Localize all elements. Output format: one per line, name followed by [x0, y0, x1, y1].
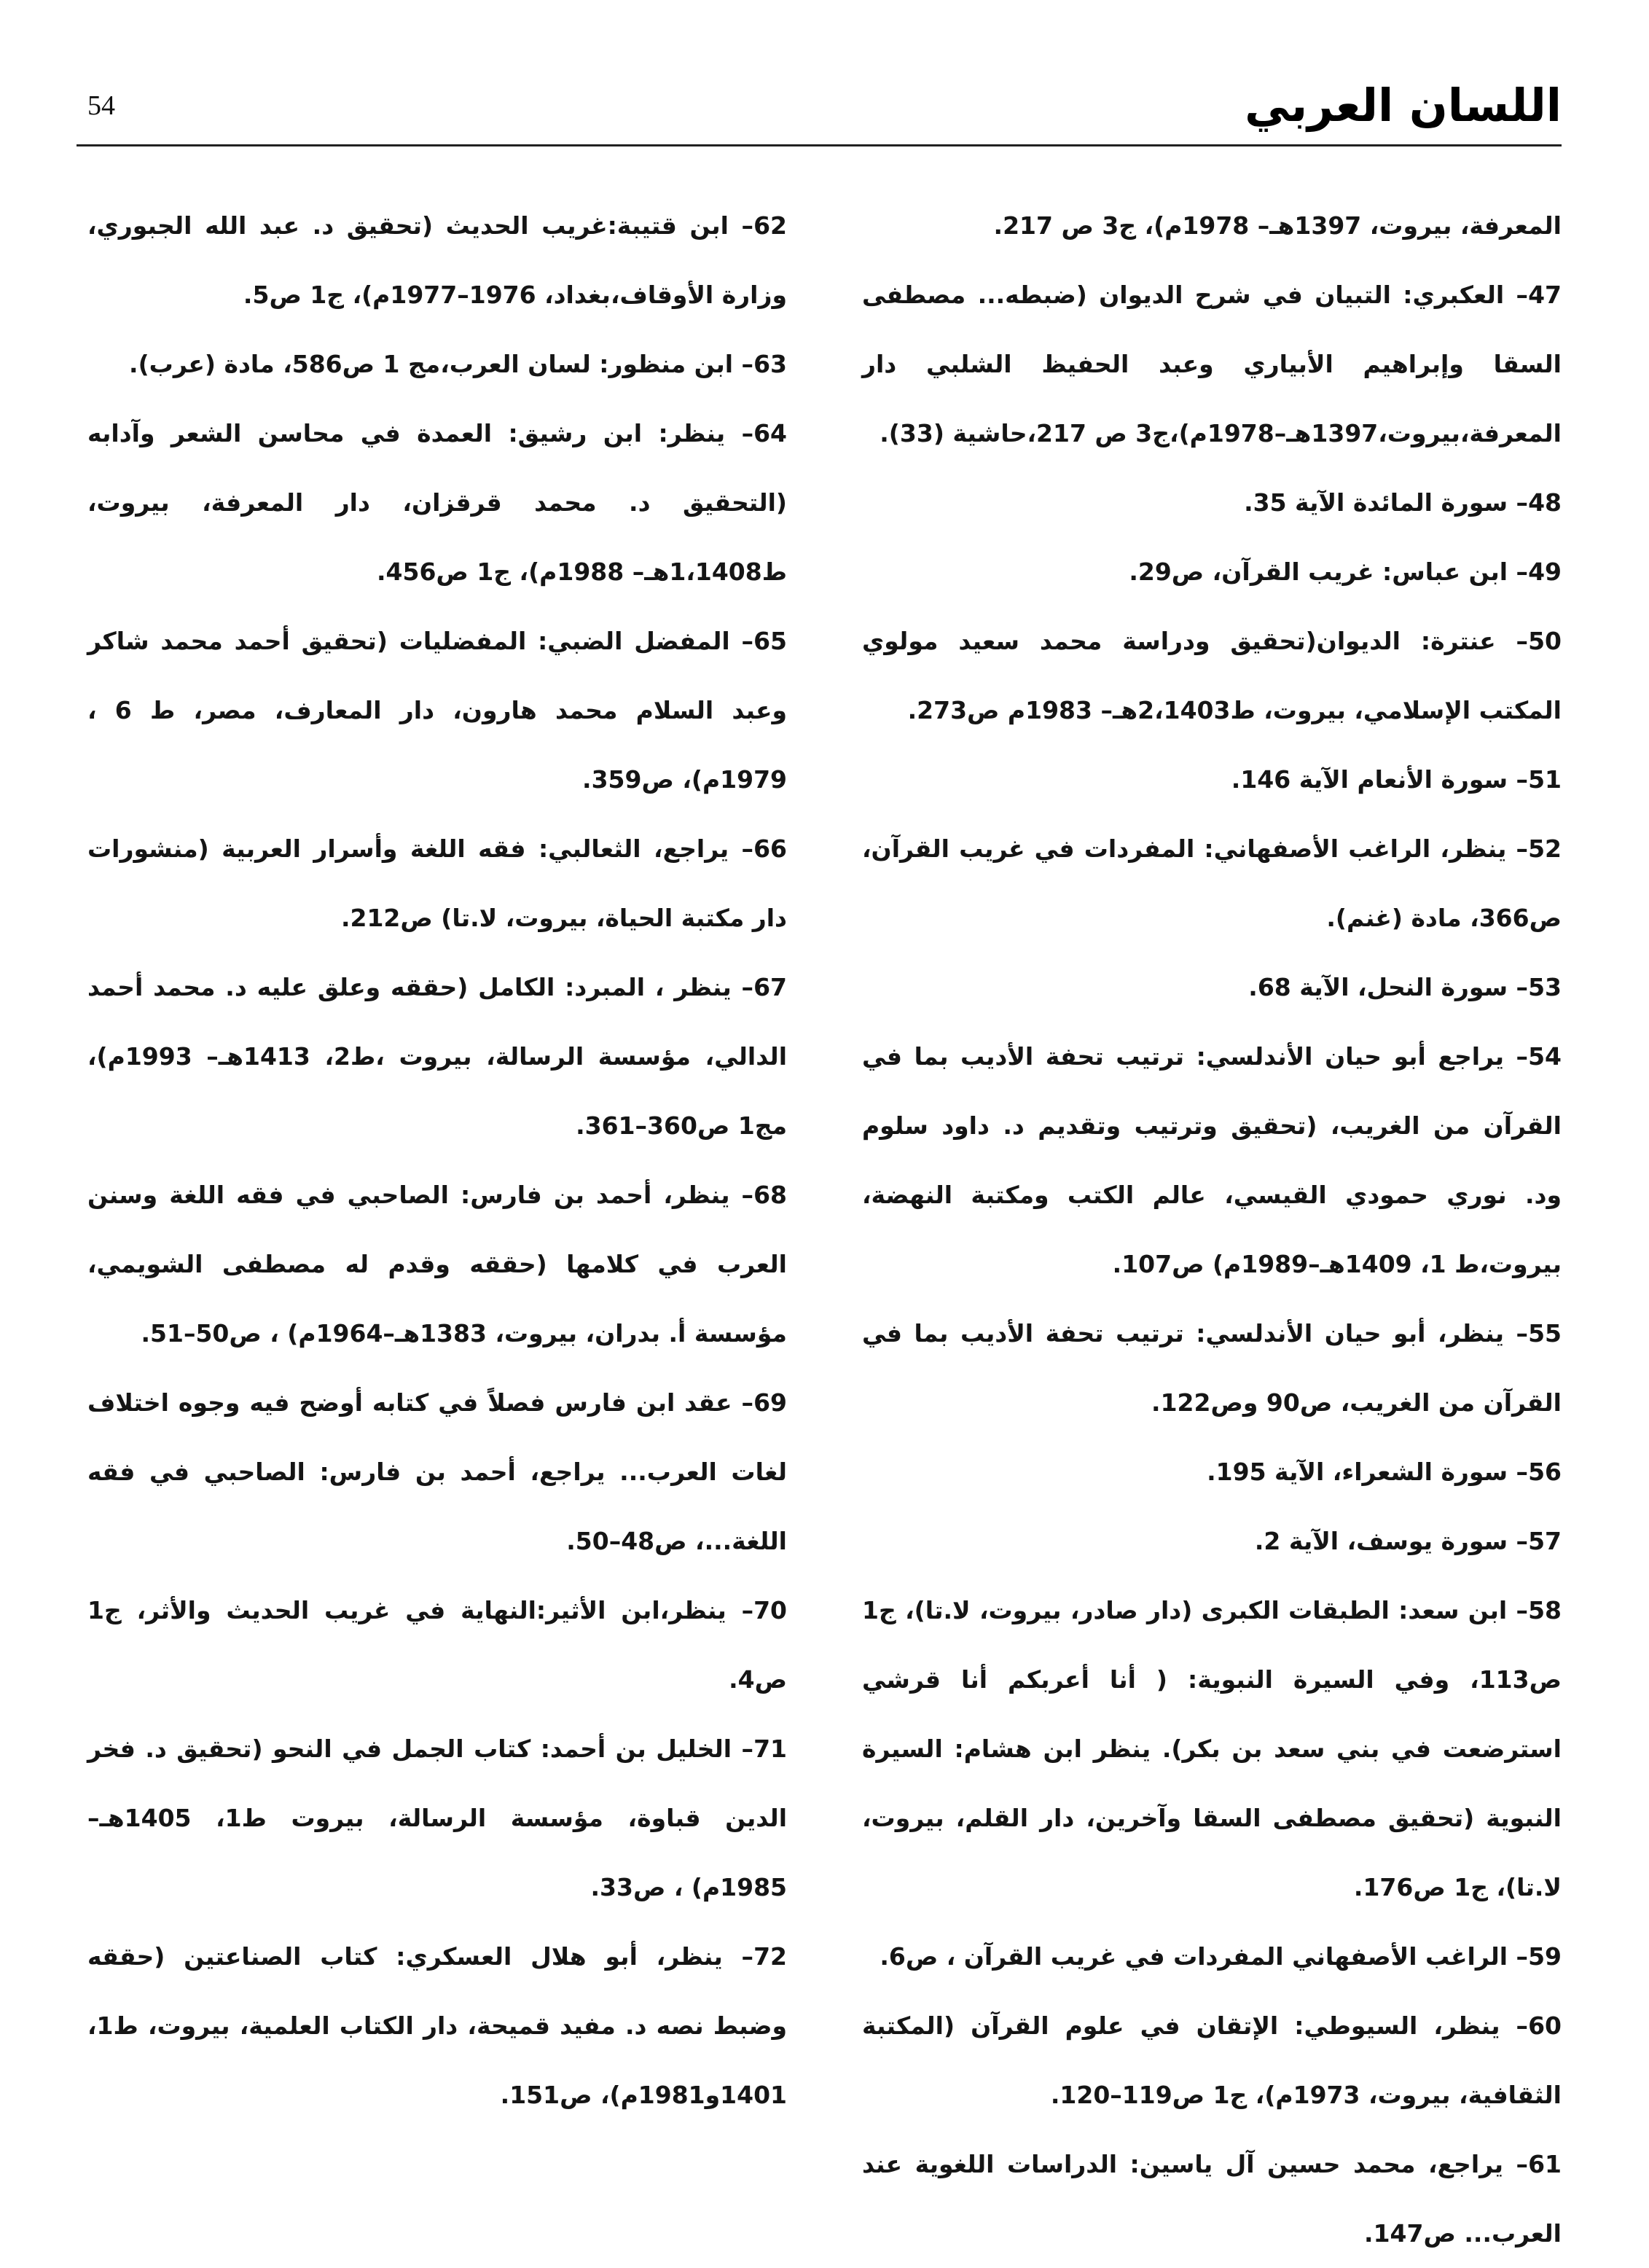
footnote-56: 56– سورة الشعراء، الآية 195. — [1207, 1458, 1562, 1486]
page-number: 54 — [87, 90, 115, 121]
footnote-69: 69– عقد ابن فارس فصلاً في كتابه أوضح فيه وجوه اختلاف لغات العرب... يراجع، أحمد بن فارس: الصاحبي في فقه اللغة...، ص48–50. — [87, 1388, 787, 1555]
footnote-46-continued: المعرفة، بيروت، 1397هـ– 1978م)، ج3 ص 217. — [993, 211, 1562, 240]
journal-logo: اللسان العربي — [1245, 79, 1562, 132]
footnote-66: 66– يراجع، الثعالبي: فقه اللغة وأسرار العربية (منشورات دار مكتبة الحياة، بيروت، لا.تا) ص212. — [87, 834, 787, 932]
footnote-55: 55– ينظر، أبو حيان الأندلسي: ترتيب تحفة الأديب بما في القرآن من الغريب، ص90 وص122. — [862, 1319, 1562, 1417]
footnote-61: 61– يراجع، محمد حسين آل ياسين: الدراسات اللغوية عند العرب... ص147. — [862, 2150, 1562, 2248]
footnote-50: 50– عنترة: الديوان(تحقيق ودراسة محمد سعيد مولوي المكتب الإسلامي، بيروت، ط2،1403هـ– 1983م ص273. — [862, 627, 1562, 724]
footnote-57: 57– سورة يوسف، الآية 2. — [1254, 1527, 1562, 1555]
footnote-63: 63– ابن منظور: لسان العرب،مج 1 ص586، مادة (عرب). — [129, 350, 787, 378]
footnote-53: 53– سورة النحل، الآية 68. — [1248, 973, 1562, 1001]
footnotes-right-column — [862, 191, 1562, 2268]
footnote-54: 54– يراجع أبو حيان الأندلسي: ترتيب تحفة الأديب بما في القرآن من الغريب، (تحقيق وترتيب وتقديم د. داود سلوم ود. نوري حمودي القيسي، عالم الكتب ومكتبة النهضة، بيروت،ط 1، 1409هـ–1989م) ص107. — [862, 1042, 1562, 1278]
page-header — [77, 77, 1562, 142]
footnote-62: 62– ابن قتيبة:غريب الحديث (تحقيق د. عبد الله الجبوري، وزارة الأوقاف،بغداد، 1976–1977م)، ج1 ص5. — [87, 211, 787, 309]
footnote-65: 65– المفضل الضبي: المفضليات (تحقيق أحمد محمد شاكر وعبد السلام محمد هارون، دار المعارف، مصر، ط 6 ، 1979م)، ص359. — [87, 627, 787, 794]
footnote-60: 60– ينظر، السيوطي: الإتقان في علوم القرآن (المكتبة الثقافية، بيروت، 1973م)، ج1 ص119–120. — [862, 2011, 1562, 2109]
footnote-48: 48– سورة المائدة الآية 35. — [1244, 488, 1562, 517]
footnote-52: 52– ينظر، الراغب الأصفهاني: المفردات في غريب القرآن، ص366، مادة (غنم). — [862, 834, 1562, 932]
footnote-67: 67– ينظر ، المبرد: الكامل (حققه وعلق عليه د. محمد أحمد الدالي، مؤسسة الرسالة، بيروت ،ط2، 1413هـ– 1993م)، مج1 ص360–361. — [87, 973, 788, 1140]
footnote-72: 72– ينظر، أبو هلال العسكري: كتاب الصناعتين (حققه وضبط نصه د. مفيد قميحة، دار الكتاب العلمية، بيروت، ط1، 1401و1981م)، ص151. — [87, 1942, 787, 2109]
footnote-70: 70– ينظر،ابن الأثير:النهاية في غريب الحديث والأثر، ج1 ص4. — [87, 1596, 787, 1694]
footnote-64: 64– ينظر: ابن رشيق: العمدة في محاسن الشعر وآدابه (التحقيق د. محمد قرقزان، دار المعرفة، بيروت، ط1،1408هـ– 1988م)، ج1 ص456. — [87, 419, 787, 586]
footnote-58: 58– ابن سعد: الطبقات الكبرى (دار صادر، بيروت، لا.تا)، ج1 ص113، وفي السيرة النبوية: ( أنا أعربكم أنا قرشي استرضعت في بني سعد بن بكر). ينظر ابن هشام: السيرة النبوية (تحقيق مصطفى السقا وآخرين، دار القلم، بيروت، لا.تا)، ج1 ص176. — [862, 1596, 1562, 1901]
footnotes-left-column — [87, 191, 787, 2130]
footnote-68: 68– ينظر، أحمد بن فارس: الصاحبي في فقه اللغة وسنن العرب في كلامها (حققه وقدم له مصطفى الشويمي، مؤسسة أ. بدران، بيروت، 1383هـ–1964م) ، ص50–51. — [87, 1181, 787, 1348]
footnote-71: 71– الخليل بن أحمد: كتاب الجمل في النحو (تحقيق د. فخر الدين قباوة، مؤسسة الرسالة، بيروت ط1، 1405هـ– 1985م) ، ص33. — [87, 1735, 787, 1901]
header-rule — [77, 144, 1562, 146]
footnote-51: 51– سورة الأنعام الآية 146. — [1231, 765, 1562, 794]
footnote-59: 59– الراغب الأصفهاني المفردات في غريب القرآن ، ص6. — [880, 1942, 1562, 1971]
footnote-47: 47– العكبري: التبيان في شرح الديوان (ضبطه... مصطفى السقا وإبراهيم الأبياري وعبد الحفيظ الشلبي دار المعرفة،بيروت،1397هـ–1978م)،ج3 ص 217،حاشية (33). — [862, 281, 1562, 447]
footnote-49: 49– ابن عباس: غريب القرآن، ص29. — [1129, 558, 1562, 586]
